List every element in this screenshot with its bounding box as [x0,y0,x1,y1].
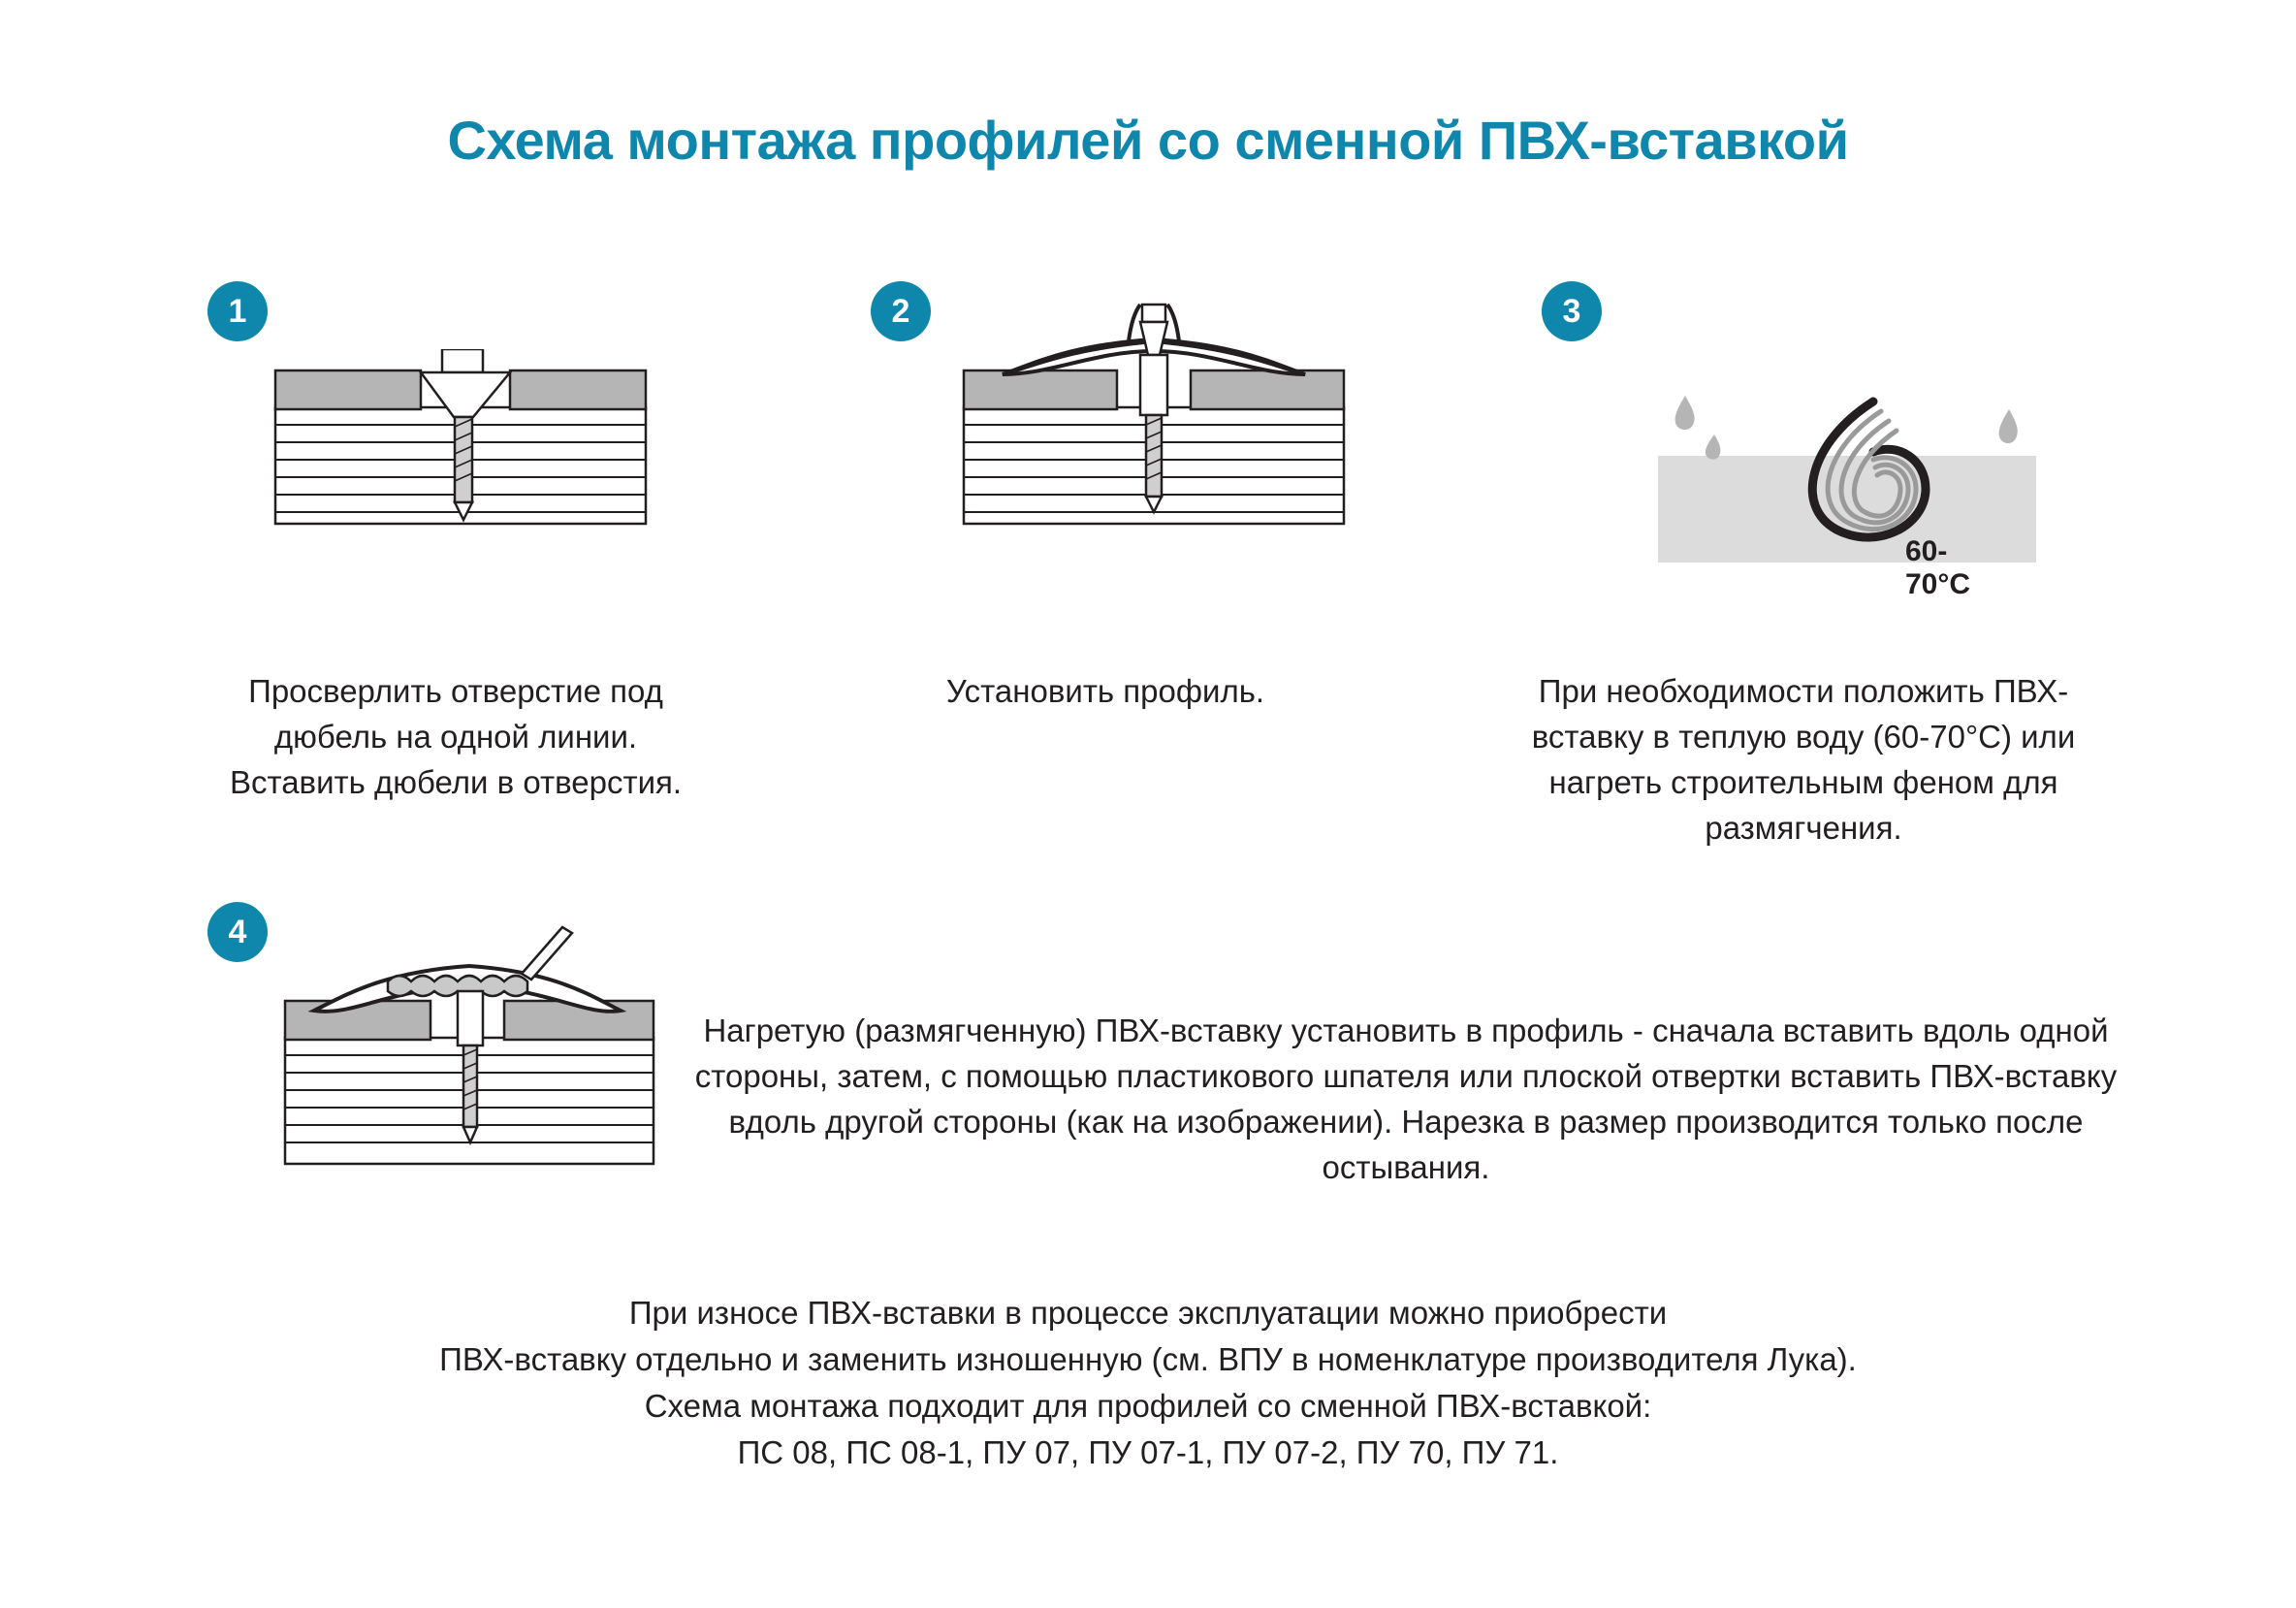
footer-line-3: Схема монтажа подходит для профилей со сменной ПВХ-вставкой: [644,1388,1652,1424]
step-1-figure [271,349,659,592]
step-3-figure [1648,359,2056,601]
page-title: Схема монтажа профилей со сменной ПВХ-вставкой [447,110,1849,171]
step-2-caption: Установить профиль. [945,673,1265,709]
step-2-badge: 2 [871,281,931,341]
step-3-caption: При необходимости положить ПВХ-вставку в теплую воду (60-70°C) или нагреть строительным феном для размягчения. [1531,673,2076,846]
step-4-badge: 4 [207,902,268,962]
step-1-badge: 1 [207,281,268,341]
footer-line-1: При износе ПВХ-вставки в процессе эксплуатации можно приобрести [628,1295,1668,1331]
step-2-figure [950,291,1357,592]
footer-line-2: ПВХ-вставку отдельно и заменить изношенную (см. ВПУ в номенклатуре производителя Лука). [439,1341,1857,1377]
step-4-caption: Нагретую (размягченную) ПВХ-вставку установить в профиль - сначала вставить вдоль одной стороны, затем, с помощью пластикового шпателя или плоской отвертки вставить ПВХ-вставку вдоль другой стороны (как на изображении). Нарезка в размер производится только после остывания. [694,1013,2118,1185]
warm-water-diagram [1648,359,2056,601]
footer-line-4: ПС 08, ПС 08-1, ПУ 07, ПУ 07-1, ПУ 07-2, ПУ 70, ПУ 71. [737,1434,1559,1470]
drill-hole-diagram [271,349,659,592]
step-4-figure [271,921,679,1212]
install-profile-diagram [950,291,1357,592]
insert-pvc-diagram [271,921,679,1212]
step-3-badge: 3 [1542,281,1602,341]
step-1-caption: Просверлить отверстие под дюбель на одной линии. Вставить дюбели в отверстия. [229,673,683,800]
temperature-label: 60-70°C [1905,535,1971,600]
